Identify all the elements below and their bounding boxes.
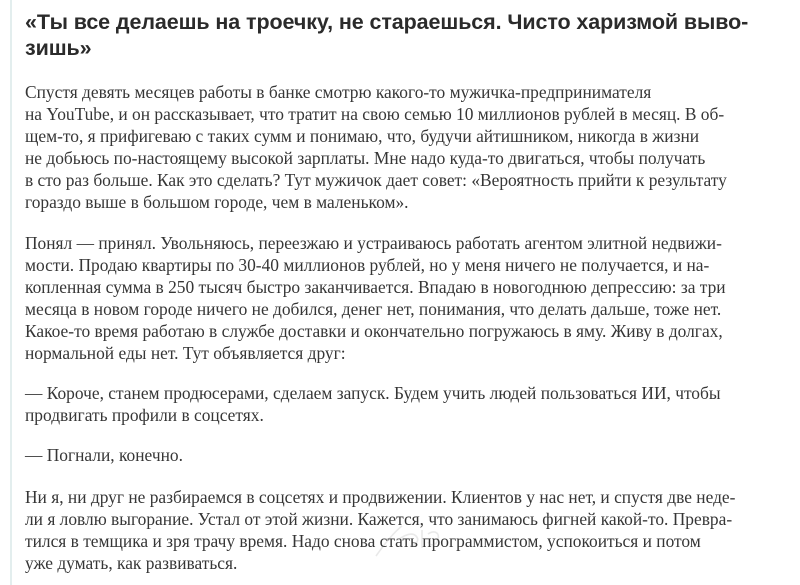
heading-line: зишь»: [25, 36, 92, 60]
text-line: нормальной еды нет. Тут объявляется друг:: [25, 343, 346, 363]
text-line: мости. Продаю квартиры по 30-40 миллионов рублей, но у меня ничего не получается, и на-: [25, 255, 710, 275]
text-line: месяца в новом городе ничего не добился, денег нет, понимания, что делать дальше, тоже нет.: [25, 299, 722, 319]
text-line: тился в темщика и зря трачу время. Надо снова стать программистом, успокоиться и потом: [25, 531, 701, 551]
text-line: щем-то, я прифигеваю с таких сумм и понимаю, что, будучи айтишником, никогда в жизни: [25, 126, 700, 146]
text-line: — Короче, станем продюсерами, сделаем запуск. Будем учить людей пользоваться ИИ, чтобы: [25, 383, 721, 403]
text-line: Какое-то время работаю в службе доставки и окончательно погружаюсь в яму. Живу в долгах,: [25, 321, 723, 341]
text-line: на YouTube, и он рассказывает, что тратит на свою семью 10 миллионов рублей в месяц. В об-: [25, 104, 725, 124]
text-line: — Погнали, конечно.: [25, 445, 183, 465]
left-border-rule: [10, 0, 12, 585]
text-line: гораздо выше в большом городе, чем в маленьком».: [25, 192, 409, 212]
text-line: не добьюсь по-настоящему высокой зарплаты. Мне надо куда-то двигаться, чтобы получать: [25, 148, 706, 168]
text-line: уже думать, как развиваться.: [25, 553, 238, 573]
text-line: Ни я, ни друг не разбираемся в соцсетях и продвижении. Клиентов у нас нет, и спустя две неде-: [25, 487, 736, 507]
text-line: Спустя девять месяцев работы в банке смотрю какого-то мужичка-предпринимателя: [25, 82, 652, 102]
text-line: ли я ловлю выгорание. Устал от этой жизни. Кажется, что занимаюсь фигней какой-то. Превра-: [25, 509, 733, 529]
signature-watermark-icon: [372, 520, 452, 560]
text-line: копленная сумма в 250 тысяч быстро заканчивается. Впадаю в новогоднюю депрессию: за три: [25, 277, 726, 297]
text-line: в сто раз больше. Как это сделать? Тут мужичок дает совет: «Вероятность прийти к результату: [25, 170, 727, 190]
text-line: Понял — принял. Увольняюсь, переезжаю и устраиваюсь работать агентом элитной недвижи-: [25, 233, 722, 253]
heading-line: «Ты все делаешь на троечку, не стараешься. Чисто харизмой выво-: [25, 10, 749, 34]
text-line: продвигать профили в соцсетях.: [25, 405, 264, 425]
article-heading: [25, 9, 785, 61]
